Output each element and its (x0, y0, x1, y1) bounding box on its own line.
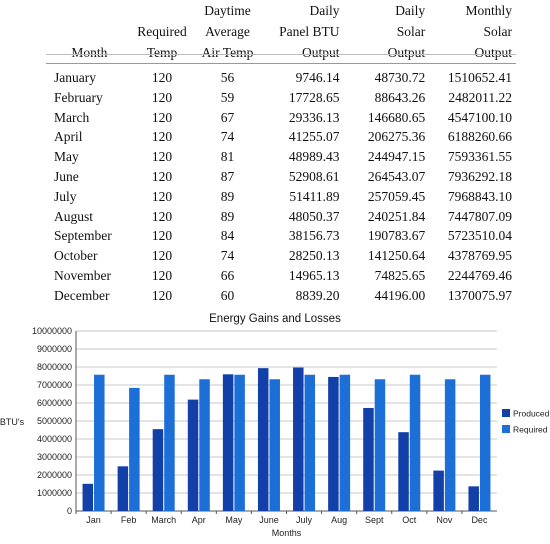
month-cell: November (54, 267, 111, 283)
monthly-solar-cell: 1510652.41 (447, 70, 512, 85)
monthly-solar-cell: 7447807.09 (447, 208, 512, 224)
panel-btu-cell: 51411.89 (289, 188, 340, 204)
daily-solar-cell: 88643.26 (374, 89, 426, 105)
panel-btu-cell: 28250.13 (288, 248, 340, 264)
x-tick-label: March (151, 515, 177, 525)
legend-label-required: Required (513, 424, 548, 435)
legend-swatch-required (502, 425, 510, 433)
energy-chart (0, 306, 550, 539)
monthly-solar-cell: 7936292.18 (447, 168, 512, 184)
required-temp-cell: 120 (151, 208, 173, 224)
x-axis-label: Months (271, 528, 302, 538)
required-temp-cell: 120 (151, 89, 173, 105)
air-temp-cell: 89 (220, 188, 235, 204)
air-temp-cell: 66 (220, 267, 235, 283)
header-line: Air Temp (201, 45, 254, 60)
y-tick-label: 1000000 (36, 488, 72, 498)
x-tick-label: Nov (436, 515, 453, 525)
x-tick-label: Aug (331, 515, 348, 525)
header-line: Monthly (465, 3, 512, 18)
table-row (46, 167, 516, 187)
panel-btu-cell: 48989.43 (288, 149, 340, 165)
header-line: Solar (483, 24, 512, 39)
header-line: Output (301, 45, 340, 60)
legend-swatch-produced (502, 409, 510, 417)
y-tick-label: 6000000 (36, 398, 72, 408)
panel-btu-cell: 17728.65 (288, 89, 340, 105)
daily-solar-cell: 190783.67 (367, 228, 426, 244)
chart-section (0, 306, 550, 539)
x-tick-label: Sept (364, 515, 384, 525)
air-temp-cell: 59 (220, 89, 235, 105)
header-divider (46, 54, 516, 55)
y-tick-label: 3000000 (36, 452, 72, 462)
header-line: Daily (395, 3, 426, 18)
daily-solar-cell: 48730.72 (374, 70, 426, 85)
daily-solar-cell: 244947.15 (367, 149, 426, 165)
header-line: Required (137, 24, 187, 39)
bar-produced-march (153, 429, 164, 511)
monthly-solar-cell: 1370075.97 (447, 287, 512, 303)
y-tick-label: 5000000 (36, 416, 72, 426)
monthly-solar-cell: 5723510.04 (447, 228, 512, 244)
daily-solar-cell: 206275.36 (367, 129, 426, 145)
chart-title: Energy Gains and Losses (209, 313, 341, 325)
header-line: Month (71, 45, 108, 60)
x-tick-label: June (259, 515, 279, 525)
header-line: Output (474, 45, 512, 60)
header-line: Output (387, 45, 426, 60)
bar-produced-jan (83, 484, 94, 511)
y-tick-label: 0 (66, 506, 72, 516)
y-tick-label: 10000000 (31, 326, 72, 336)
daily-solar-cell: 240251.84 (367, 208, 426, 224)
required-temp-cell: 120 (151, 129, 173, 145)
month-cell: September (54, 228, 112, 244)
bar-produced-dec (468, 486, 479, 511)
bar-required-may (234, 375, 245, 511)
header-line: Daytime (204, 3, 251, 18)
table-row (46, 127, 516, 147)
air-temp-cell: 81 (220, 149, 235, 165)
legend-label-produced: Produced (513, 408, 550, 419)
bar-required-june (269, 379, 280, 511)
panel-btu-cell: 29336.13 (288, 109, 340, 125)
month-cell: March (54, 109, 90, 125)
required-temp-cell: 120 (151, 228, 173, 244)
table-row (46, 187, 516, 207)
table-row (46, 64, 516, 88)
table-row (46, 207, 516, 227)
month-cell: February (54, 89, 103, 105)
required-temp-cell: 120 (151, 70, 173, 85)
bar-produced-oct (398, 432, 409, 511)
y-axis-label: BTU's (0, 417, 25, 427)
bar-produced-nov (433, 471, 444, 511)
month-cell: January (54, 70, 96, 85)
table-row (46, 147, 516, 167)
panel-btu-cell: 52908.61 (288, 168, 340, 184)
y-tick-label: 7000000 (36, 380, 72, 390)
air-temp-cell: 56 (220, 70, 235, 85)
daily-solar-cell: 74825.65 (374, 267, 426, 283)
bar-produced-july (293, 368, 304, 511)
required-temp-cell: 120 (151, 188, 173, 204)
month-cell: December (54, 287, 110, 303)
monthly-solar-cell: 4378769.95 (447, 248, 512, 264)
table-body (46, 64, 516, 306)
bar-required-jan (94, 375, 105, 511)
x-tick-label: July (296, 515, 313, 525)
y-tick-label: 9000000 (36, 344, 72, 354)
required-temp-cell: 120 (151, 248, 173, 264)
air-temp-cell: 87 (220, 168, 235, 184)
monthly-solar-cell: 6188260.66 (447, 129, 512, 145)
x-tick-label: Jan (86, 515, 101, 525)
daily-solar-cell: 141250.64 (367, 248, 426, 264)
table-row (46, 88, 516, 108)
bar-produced-may (223, 374, 234, 511)
required-temp-cell: 120 (151, 109, 173, 125)
panel-btu-cell: 8839.20 (295, 287, 340, 303)
bar-required-aug (340, 375, 351, 511)
bar-required-apr (199, 379, 210, 511)
monthly-solar-cell: 2482011.22 (448, 89, 512, 105)
bar-produced-apr (188, 400, 199, 511)
required-temp-cell: 120 (151, 168, 173, 184)
air-temp-cell: 67 (220, 109, 235, 125)
panel-btu-cell: 41255.07 (288, 129, 340, 145)
x-tick-label: Apr (191, 515, 206, 525)
bar-produced-aug (328, 377, 339, 511)
x-tick-label: May (225, 515, 243, 525)
y-tick-label: 8000000 (36, 362, 72, 372)
month-cell: April (54, 129, 83, 145)
month-cell: May (54, 149, 79, 165)
daily-solar-cell: 264543.07 (367, 168, 426, 184)
required-temp-cell: 120 (151, 267, 173, 283)
bar-required-oct (410, 375, 421, 511)
bar-required-nov (445, 379, 456, 511)
solar-data-table (46, 0, 516, 306)
bar-required-march (164, 375, 175, 511)
bar-produced-june (258, 368, 269, 511)
table-row (46, 226, 516, 246)
bar-required-sept (375, 379, 386, 511)
monthly-solar-cell: 7968843.10 (447, 188, 512, 204)
header-line: Panel BTU (279, 24, 340, 39)
panel-btu-cell: 38156.73 (288, 228, 340, 244)
month-cell: August (54, 208, 94, 224)
month-cell: October (54, 248, 98, 264)
header-line: Average (205, 24, 250, 39)
daily-solar-cell: 257059.45 (367, 188, 426, 204)
bar-required-july (305, 375, 316, 511)
daily-solar-cell: 146680.65 (367, 109, 426, 125)
required-temp-cell: 120 (151, 287, 173, 303)
panel-btu-cell: 9746.14 (295, 70, 340, 85)
panel-btu-cell: 48050.37 (288, 208, 340, 224)
y-tick-label: 2000000 (36, 470, 72, 480)
air-temp-cell: 89 (220, 208, 235, 224)
monthly-solar-cell: 4547100.10 (447, 109, 512, 125)
required-temp-cell: 120 (151, 149, 173, 165)
monthly-solar-cell: 7593361.55 (447, 149, 512, 165)
bar-required-dec (480, 375, 491, 511)
table-row (46, 246, 516, 266)
table-row (46, 286, 516, 306)
bar-required-feb (129, 388, 140, 511)
daily-solar-cell: 44196.00 (374, 287, 426, 303)
x-tick-label: Feb (120, 515, 137, 525)
header-line: Temp (146, 45, 178, 60)
table-row (46, 266, 516, 286)
bar-produced-feb (118, 466, 129, 511)
air-temp-cell: 60 (220, 287, 235, 303)
air-temp-cell: 84 (220, 228, 235, 244)
x-tick-label: Oct (402, 515, 417, 525)
table-row (46, 108, 516, 128)
header-line: Solar (396, 24, 426, 39)
air-temp-cell: 74 (220, 248, 235, 264)
header-line: Daily (309, 3, 340, 18)
month-cell: June (54, 168, 79, 184)
y-tick-label: 4000000 (36, 434, 72, 444)
x-tick-label: Dec (471, 515, 488, 525)
air-temp-cell: 74 (220, 129, 235, 145)
panel-btu-cell: 14965.13 (288, 267, 340, 283)
month-cell: July (54, 188, 77, 204)
monthly-solar-cell: 2244769.46 (447, 267, 512, 283)
bar-produced-sept (363, 408, 374, 511)
